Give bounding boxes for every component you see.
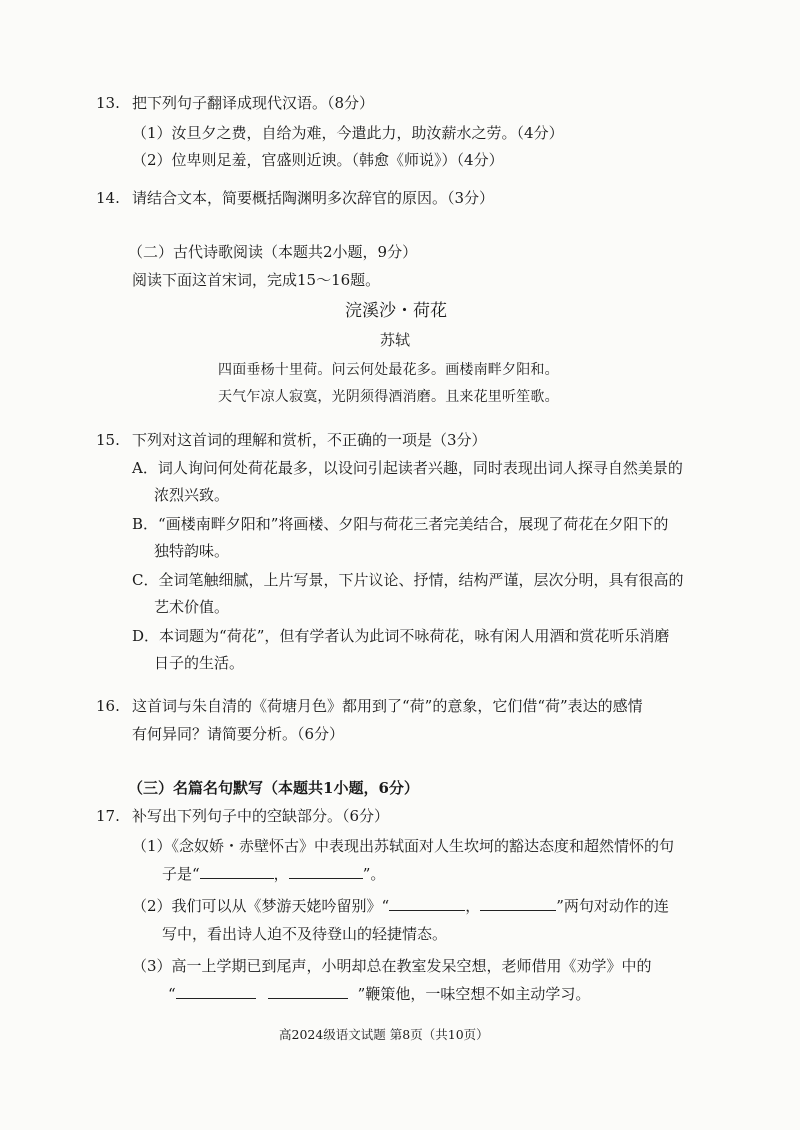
- section-heading: （二）古代诗歌阅读（本题共2小题，9分）: [128, 243, 418, 261]
- answer-blank[interactable]: [200, 864, 274, 879]
- question-number: 14.: [96, 189, 120, 207]
- option-a-cont: 浓烈兴致。: [154, 486, 230, 504]
- question-number: 15.: [96, 431, 120, 449]
- sub-question-cont: ”两句对动作的连: [556, 897, 669, 915]
- option-d: D．本词题为“荷花”，但有学者认为此词不咏荷花，咏有闲人用酒和赏花听乐消磨: [132, 627, 670, 645]
- poem-line: 天气乍凉人寂寞，光阴须得酒消磨。且来花里听笙歌。: [218, 389, 559, 405]
- fill-line: [162, 864, 385, 884]
- section-intro: 阅读下面这首宋词，完成15～16题。: [132, 271, 381, 289]
- question-stem: 下列对这首词的理解和赏析，不正确的一项是（3分）: [132, 431, 487, 449]
- quote-open: “: [168, 985, 176, 1003]
- page-footer: 高2024级语文试题 第8页（共10页）: [279, 1027, 489, 1042]
- comma: ，: [273, 865, 289, 883]
- option-b: B．“画楼南畔夕阳和”将画楼、夕阳与荷花三者完美结合，展现了荷花在夕阳下的: [132, 515, 669, 533]
- section-heading: （三）名篇名句默写（本题共1小题，6分）: [128, 779, 419, 797]
- sub-question: （1）汝旦夕之费，自给为难，今遣此力，助汝薪水之劳。（4分）: [132, 124, 564, 142]
- question-number: 16.: [96, 697, 120, 715]
- quote-open: 子是“: [162, 865, 200, 883]
- answer-blank[interactable]: [268, 984, 348, 999]
- poem-line: 四面垂杨十里荷。问云何处最花多。画楼南畔夕阳和。: [218, 362, 559, 378]
- answer-blank[interactable]: [176, 984, 256, 999]
- question-stem: 这首词与朱自清的《荷塘月色》都用到了“荷”的意象，它们借“荷”表达的感情: [132, 697, 643, 715]
- poem-title: 浣溪沙・荷花: [345, 301, 447, 321]
- answer-blank[interactable]: [289, 864, 363, 879]
- sub-question-cont: 写中，看出诗人迫不及待登山的轻捷情态。: [162, 925, 448, 943]
- quote-close: ”。: [362, 865, 386, 883]
- question-number: 13.: [96, 94, 120, 112]
- option-a: A．词人询问何处荷花最多，以设问引起读者兴趣，同时表现出词人探寻自然美景的: [132, 459, 683, 477]
- answer-blank[interactable]: [389, 896, 465, 911]
- sub-question: （1）《念奴娇・赤壁怀古》中表现出苏轼面对人生坎坷的豁达态度和超然情怀的句: [132, 837, 675, 855]
- option-c-cont: 艺术价值。: [154, 598, 230, 616]
- sub-question-cont: ”鞭策他，一味空想不如主动学习。: [357, 985, 591, 1003]
- fill-line: [168, 984, 590, 1004]
- comma: ，: [465, 897, 481, 915]
- question-stem: 把下列句子翻译成现代汉语。（8分）: [132, 94, 375, 112]
- sub-question: （2）位卑则足羞，官盛则近谀。（韩愈《师说》）（4分）: [132, 151, 504, 169]
- option-d-cont: 日子的生活。: [154, 654, 245, 672]
- option-c: C．全词笔触细腻，上片写景，下片议论、抒情，结构严谨，层次分明，具有很高的: [132, 571, 684, 589]
- question-stem: 请结合文本，简要概括陶渊明多次辞官的原因。（3分）: [132, 189, 495, 207]
- answer-blank[interactable]: [480, 896, 556, 911]
- poem-author: 苏轼: [380, 331, 411, 349]
- question-number: 17.: [96, 807, 120, 825]
- option-b-cont: 独特韵味。: [154, 542, 230, 560]
- sub-question: （2）我们可以从《梦游天姥吟留别》“: [132, 897, 390, 915]
- sub-question: （3）高一上学期已到尾声，小明却总在教室发呆空想，老师借用《劝学》中的: [132, 957, 652, 975]
- question-stem-cont: 有何异同？请简要分析。（6分）: [132, 725, 345, 743]
- question-stem: 补写出下列句子中的空缺部分。（6分）: [132, 807, 390, 825]
- fill-line: [132, 896, 669, 916]
